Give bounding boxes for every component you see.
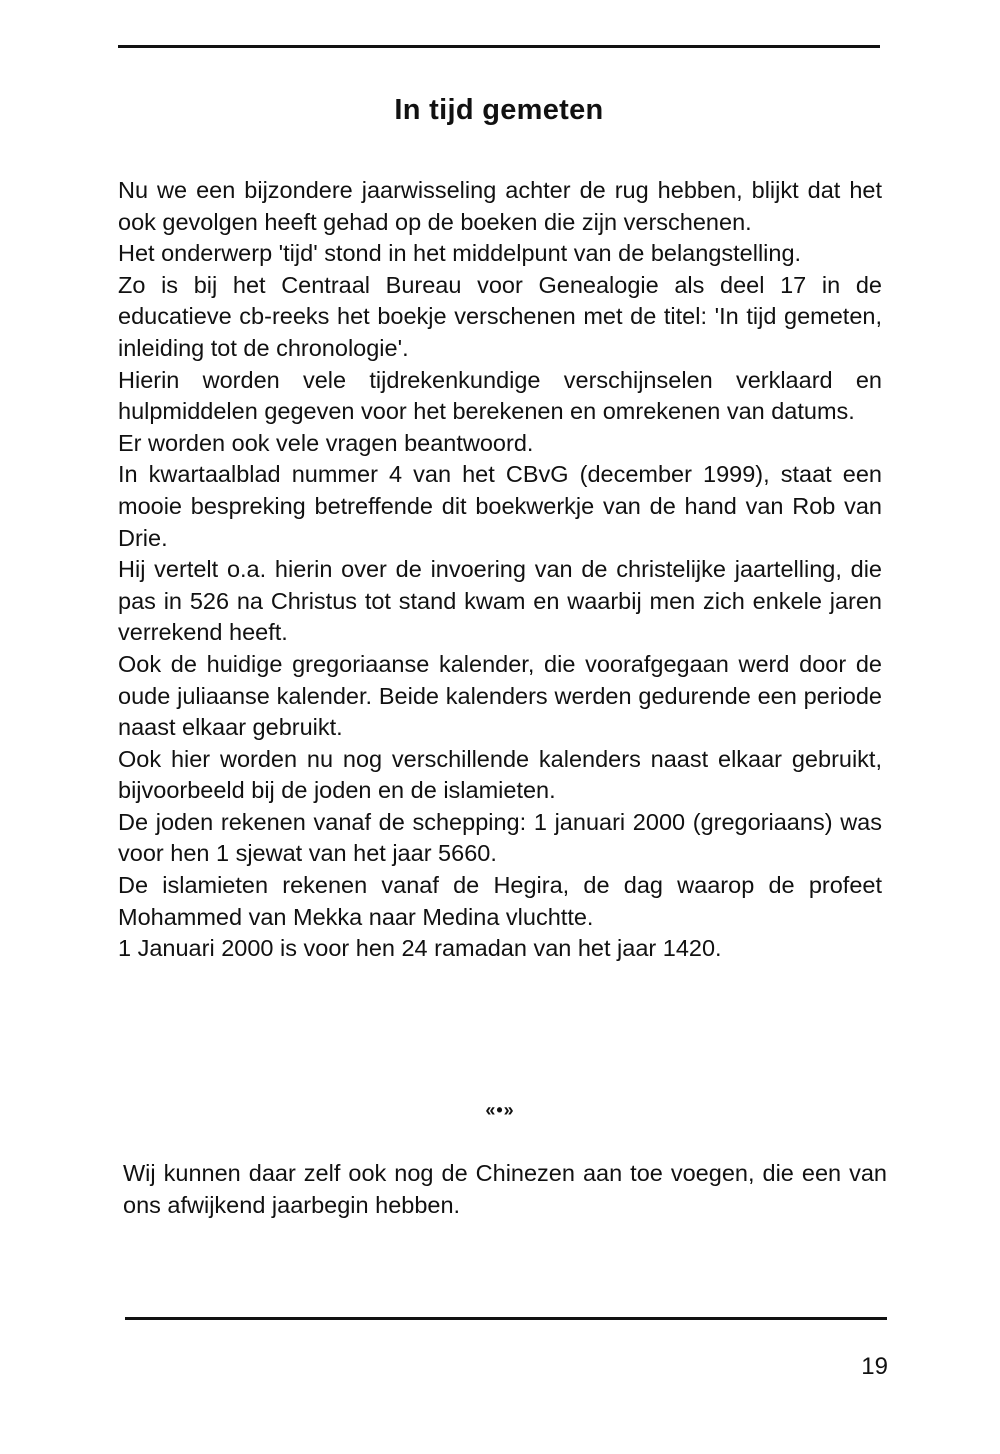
section-separator: «•»	[485, 1100, 515, 1120]
closing-text	[123, 1158, 887, 1221]
paragraph: Wij kunnen daar zelf ook nog de Chinezen aan toe voegen, die een van ons afwijkend jaarbegin hebben.	[123, 1160, 887, 1218]
top-rule	[118, 45, 880, 48]
page-number: 19	[861, 1353, 888, 1380]
paragraph: Ook hier worden nu nog verschillende kalenders naast elkaar gebruikt, bijvoorbeeld bij de joden en de islamieten.	[118, 745, 882, 804]
paragraph: Het onderwerp 'tijd' stond in het middelpunt van de belangstelling.	[118, 240, 802, 267]
bottom-rule	[125, 1317, 887, 1320]
paragraph: In kwartaalblad nummer 4 van het CBvG (december 1999), staat een mooie bespreking betreffende dit boekwerkje van de hand van Rob van Drie.	[118, 461, 882, 551]
paragraph: Nu we een bijzondere jaarwisseling achter de rug hebben, blijkt dat het ook gevolgen heeft gehad op de boeken die zijn verschenen.	[118, 177, 882, 235]
page-title: In tijd gemeten	[394, 94, 604, 127]
paragraph: Hierin worden vele tijdrekenkundige verschijnselen verklaard en hulpmiddelen gegeven voor het berekenen en omrekenen van datums.	[118, 366, 882, 425]
paragraph: 1 Januari 2000 is voor hen 24 ramadan van het jaar 1420.	[118, 935, 722, 962]
paragraph: Ook de huidige gregoriaanse kalender, die voorafgegaan werd door de oude juliaanse kalender. Beide kalenders werden gedurende een periode naast elkaar gebruikt.	[118, 650, 882, 741]
paragraph: De joden rekenen vanaf de schepping: 1 januari 2000 (gregoriaans) was voor hen 1 sjewat van het jaar 5660.	[118, 808, 882, 867]
paragraph: De islamieten rekenen vanaf de Hegira, de dag waarop de profeet Mohammed van Mekka naar Medina vluchtte.	[118, 872, 882, 930]
paragraph: Zo is bij het Centraal Bureau voor Genealogie als deel 17 in de educatieve cb-reeks het boekje verschenen met de titel: 'In tijd gemeten, inleiding tot de chronologie'.	[118, 271, 882, 361]
paragraph: Hij vertelt o.a. hierin over de invoering van de christelijke jaartelling, die pas in 526 na Christus tot stand kwam en waarbij men zich enkele jaren verrekend heeft.	[118, 556, 882, 646]
paragraph: Er worden ook vele vragen beantwoord.	[118, 429, 534, 456]
article-body	[118, 175, 882, 965]
